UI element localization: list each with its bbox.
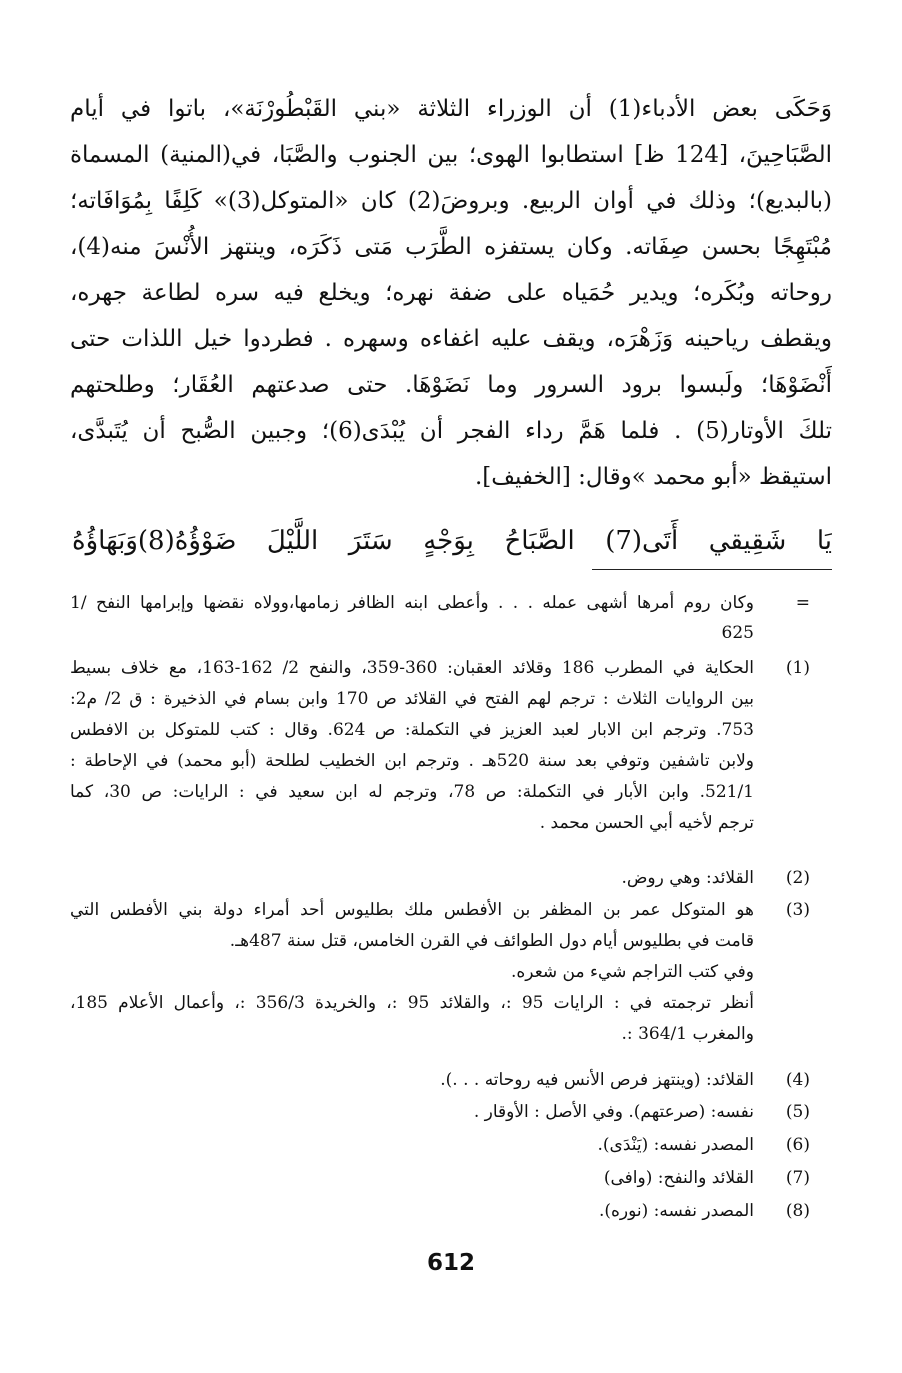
footnote-number: (4) (785, 1070, 810, 1090)
footnote-number: (8) (785, 1201, 810, 1221)
footnote-number: (2) (785, 868, 810, 888)
text-line: (بالبديع)؛ وذلك في أوان الربيع. وبروضَ(2) كان «المتوكل(3)» كَلِفًا بِمُوَافَاته؛ (70, 188, 832, 214)
text-line: روحاته وبُكَره؛ ويدير حُمَياه على ضفة نهره؛ ويخلع فيه سره لطاعة جهره، (70, 280, 832, 306)
poetry-verse: يَا شَقِيقي أَتَى(7) الصَّبَاحُ بِوَجْهٍ سَتَرَ اللَّيْلَ ضَوْؤُهُ(8)وَبَهَاؤُهُ (72, 526, 832, 556)
text-line: الصَّبَاحِينَ، [124 ظ] استطابوا الهوى؛ بين الجنوب والصَّبَا، في(المنية) المسماة (70, 142, 832, 168)
footnote-line: 521/1. وابن الأبار في التكملة: ص 78، وترجم له ابن سعيد في : الرايات: ص 30، كما (70, 782, 754, 802)
footnote-line: هو المتوكل عمر بن المظفر بن الأفطس ملك بطليوس أحد أمراء دولة بني الأفطس التي (70, 900, 754, 920)
footnote-line: وكان روم أمرها أشهى عمله . . . وأعطى ابنه الظافر زمامها،وولاه نقضها وإبرامها النفح /1 (70, 593, 754, 613)
text-line: تلكَ الأوتار(5) . فلما هَمَّ رداء الفجر أن يُبْدَى(6)؛ وجبين الصُّبح أن يُتَبدَّى، (70, 418, 832, 444)
footnote-number: (3) (785, 900, 810, 920)
footnote-number: (1) (785, 658, 810, 678)
page-number: 612 (426, 1250, 475, 1276)
footnote-line: المصدر نفسه: (يَنْدَى). (597, 1135, 754, 1155)
text-line: استيقظ «أبو محمد »وقال: [الخفيف]. (474, 464, 832, 490)
footnote-number: = (795, 593, 810, 613)
footnote-number: (6) (785, 1135, 810, 1155)
footnote-line: 625 (721, 623, 754, 643)
text-line: ويقطف رياحينه وَزَهْرَه، ويقف عليه اغفاءه وسهره . فطردوا خيل اللذات حتى (70, 326, 832, 352)
footnote-number: (5) (785, 1102, 810, 1122)
footnote-line: وفي كتب التراجم شيء من شعره. (511, 962, 754, 982)
footnote-line: ترجم لأخيه أبي الحسن محمد . (539, 813, 754, 833)
text-line: أَنْضَوْهَا؛ ولَبسوا برود السرور وما نَضَوْهَا. حتى صدعتهم العُقَار؛ وطلحتهم (70, 372, 832, 398)
main-text (70, 86, 832, 500)
footnote-line: ولابن تاشفين وتوفي بعد سنة 520هـ . وترجم ابن الخطيب لطلحة (أبو محمد) في الإحاطة : (70, 751, 754, 771)
footnote-separator (592, 569, 832, 570)
footnote-line: والمغرب 364/1 :. (621, 1024, 754, 1044)
footnote-line: قامت في بطليوس أيام دول الطوائف في القرن الخامس، قتل سنة 487هـ. (229, 931, 754, 951)
text-line: مُبْتَهِجًا بحسن صِفَاته. وكان يستفزه الطَّرَب مَتى ذَكَرَه، وينتهز الأُنْسَ منه(4)، (70, 234, 832, 260)
footnote-line: نفسه: (صرعتهم). وفي الأصل : الأوقار . (473, 1102, 754, 1122)
footnote-line: الحكاية في المطرب 186 وقلائد العقبان: 360-359، والنفح 2/ 162-163، مع خلاف بسيط (70, 658, 754, 678)
footnote-line: بين الروايات الثلاث : ترجم لهم الفتح في القلائد ص 170 وابن بسام في الذخيرة : ق 2/ م2: (70, 689, 754, 709)
footnote-line: المصدر نفسه: (نوره). (598, 1201, 754, 1221)
footnote-line: 753. وترجم ابن الابار لعبد العزيز في التكملة: ص 624. وقال : كتب للمتوكل بن الافطس (70, 720, 754, 740)
text-line: وَحَكَى بعض الأدباء(1) أن الوزراء الثلاثة «بني القَبْطُورْنَة»، باتوا في أيام (70, 96, 832, 122)
footnote-line: القلائد: (وينتهز فرص الأنس فيه روحاته . . .). (440, 1070, 754, 1090)
footnote-line: القلائد والنفح: (وافى) (603, 1168, 754, 1188)
footnote-number: (7) (785, 1168, 810, 1188)
footnote-line: أنظر ترجمته في : الرايات 95 :، والقلائد 95 :، والخريدة 356/3 :، وأعمال الأعلام 185، (70, 993, 754, 1013)
footnote-line: القلائد: وهي روض. (621, 868, 754, 888)
